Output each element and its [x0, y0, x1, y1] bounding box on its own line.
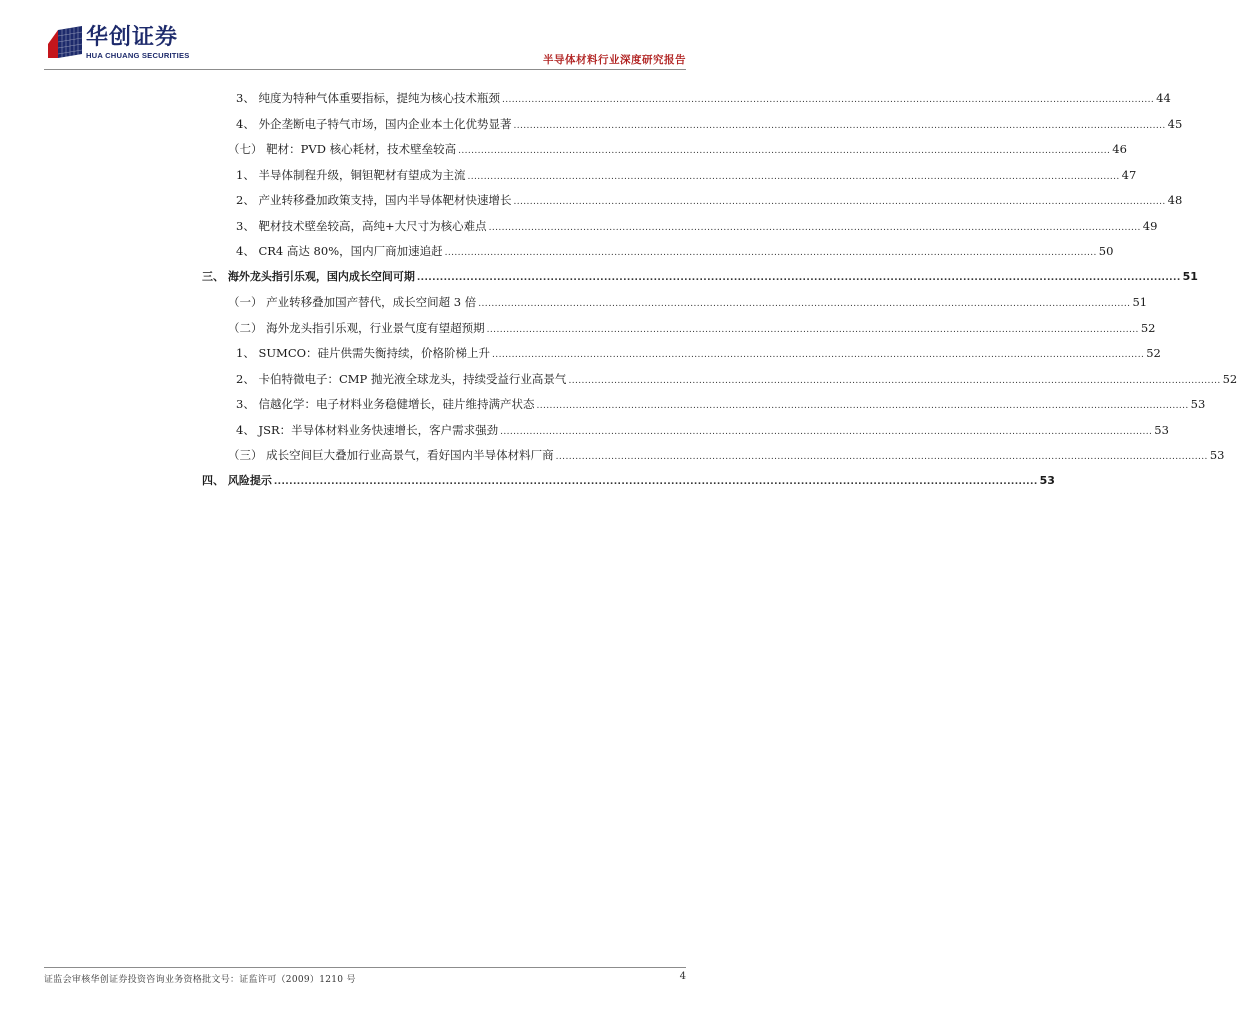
- toc-entry-page: 51: [1132, 295, 1148, 309]
- toc-entry-page: 52: [1140, 320, 1156, 335]
- toc-leader-dots: ........................................................................................................................................................................................................: [555, 452, 1208, 462]
- toc-entry-page: 53: [1039, 473, 1055, 487]
- company-logo: [44, 24, 234, 64]
- logo-english-name: HUA CHUANG SECURITIES: [86, 51, 190, 60]
- toc-leader-dots: ........................................................................................................................................................................................................: [500, 426, 1153, 437]
- toc-leader-dots: ........................................................................................................................................................................................................: [513, 197, 1166, 207]
- logo-chinese-name: 华创证券: [86, 25, 179, 50]
- report-title: 半导体材料行业深度研究报告: [543, 54, 686, 66]
- toc-entry-page: 50: [1098, 244, 1114, 258]
- toc-entry[interactable]: [236, 394, 1206, 414]
- toc-entry-label: 2、 卡伯特微电子：CMP 抛光液全球龙头，持续受益行业高景气: [236, 371, 567, 386]
- toc-leader-dots: ........................................................................................................................................................................................................: [568, 375, 1221, 386]
- toc-entry-label: （二） 海外龙头指引乐观，行业景气度有望超预期: [228, 320, 485, 335]
- toc-entry[interactable]: [202, 471, 1055, 491]
- toc-entry-label: 4、 CR4 高达 80%，国内厂商加速追赶: [236, 244, 443, 258]
- toc-entry[interactable]: [236, 190, 1183, 210]
- toc-entry[interactable]: [236, 165, 1137, 185]
- toc-entry-label: （三） 成长空间巨大叠加行业高景气，看好国内半导体材料厂商: [228, 448, 554, 462]
- toc-entry-label: 3、 信越化学：电子材料业务稳健增长，硅片维持满产状态: [236, 397, 535, 411]
- toc-entry-label: （七） 靶材：PVD 核心耗材，技术壁垒较高: [228, 142, 457, 156]
- toc-entry-page: 45: [1167, 116, 1183, 131]
- toc-entry-page: 51: [1182, 269, 1198, 283]
- toc-entry[interactable]: [228, 139, 1127, 159]
- toc-entry-label: 3、 靶材技术壁垒较高，高纯+大尺寸为核心难点: [236, 218, 487, 233]
- header-divider: [44, 69, 686, 70]
- toc-entry-label: 四、 风险提示: [202, 473, 272, 487]
- toc-entry-page: 53: [1209, 448, 1225, 462]
- footer-license-text: 证监会审核华创证券投资咨询业务资格批文号：证监许可（2009）1210 号: [44, 975, 356, 985]
- toc-entry[interactable]: [236, 420, 1169, 440]
- page-header: [0, 0, 724, 70]
- toc-entry[interactable]: [202, 267, 1198, 287]
- toc-entry-page: 53: [1154, 422, 1169, 437]
- toc-entry-page: 49: [1142, 218, 1158, 233]
- toc-leader-dots: ........................................................................................................................................................................................................: [513, 120, 1166, 131]
- toc-entry[interactable]: [236, 216, 1158, 236]
- toc-entry-label: 1、 SUMCO：硅片供需失衡持续，价格阶梯上升: [236, 346, 491, 360]
- toc-entry-label: 1、 半导体制程升级，铜钽靶材有望成为主流: [236, 167, 466, 182]
- toc-leader-dots: ........................................................................................................................................................................................................: [416, 272, 1181, 283]
- toc-entry-label: 2、 产业转移叠加政策支持，国内半导体靶材快速增长: [236, 193, 512, 207]
- toc-entry-label: 4、 JSR：半导体材料业务快速增长，客户需求强劲: [236, 422, 499, 437]
- toc-leader-dots: ........................................................................................................................................................................................................: [501, 95, 1155, 105]
- toc-entry[interactable]: [236, 114, 1183, 134]
- toc-entry[interactable]: [236, 241, 1114, 261]
- toc-entry[interactable]: [228, 445, 1225, 465]
- toc-entry-page: 47: [1121, 167, 1137, 182]
- toc-entry[interactable]: [236, 343, 1161, 363]
- page-number: 4: [679, 971, 686, 982]
- footer-divider: [44, 967, 686, 968]
- toc-entry-page: 52: [1146, 346, 1161, 360]
- toc-leader-dots: ........................................................................................................................................................................................................: [536, 401, 1189, 411]
- toc-entry-page: 53: [1190, 397, 1206, 411]
- toc-leader-dots: ........................................................................................................................................................................................................: [486, 324, 1139, 335]
- toc-entry-page: 52: [1222, 371, 1237, 386]
- toc-entry-label: （一） 产业转移叠加国产替代，成长空间超 3 倍: [228, 295, 477, 309]
- toc-leader-dots: ........................................................................................................................................................................................................: [467, 171, 1120, 182]
- logo-mark-icon: [44, 24, 84, 62]
- toc-entry-page: 48: [1167, 193, 1183, 207]
- toc-leader-dots: ........................................................................................................................................................................................................: [488, 222, 1141, 233]
- toc-entry-label: 三、 海外龙头指引乐观，国内成长空间可期: [202, 269, 415, 283]
- toc-leader-dots: ........................................................................................................................................................................................................: [444, 248, 1097, 258]
- toc-leader-dots: ........................................................................................................................................................................................................: [458, 146, 1111, 156]
- toc-entry-page: 44: [1156, 91, 1171, 105]
- toc-entry[interactable]: [228, 292, 1148, 312]
- toc-entry[interactable]: [228, 318, 1156, 338]
- toc-leader-dots: ........................................................................................................................................................................................................: [273, 476, 1038, 487]
- toc-entry-label: 4、 外企垄断电子特气市场，国内企业本土化优势显著: [236, 116, 512, 131]
- toc-leader-dots: ........................................................................................................................................................................................................: [492, 350, 1145, 360]
- toc-entry-label: 3、 纯度为特种气体重要指标，提纯为核心技术瓶颈: [236, 91, 500, 105]
- toc-entry[interactable]: [236, 88, 1171, 108]
- toc-entry[interactable]: [236, 369, 1237, 389]
- toc-entry-page: 46: [1112, 142, 1127, 156]
- toc-leader-dots: ........................................................................................................................................................................................................: [478, 299, 1131, 309]
